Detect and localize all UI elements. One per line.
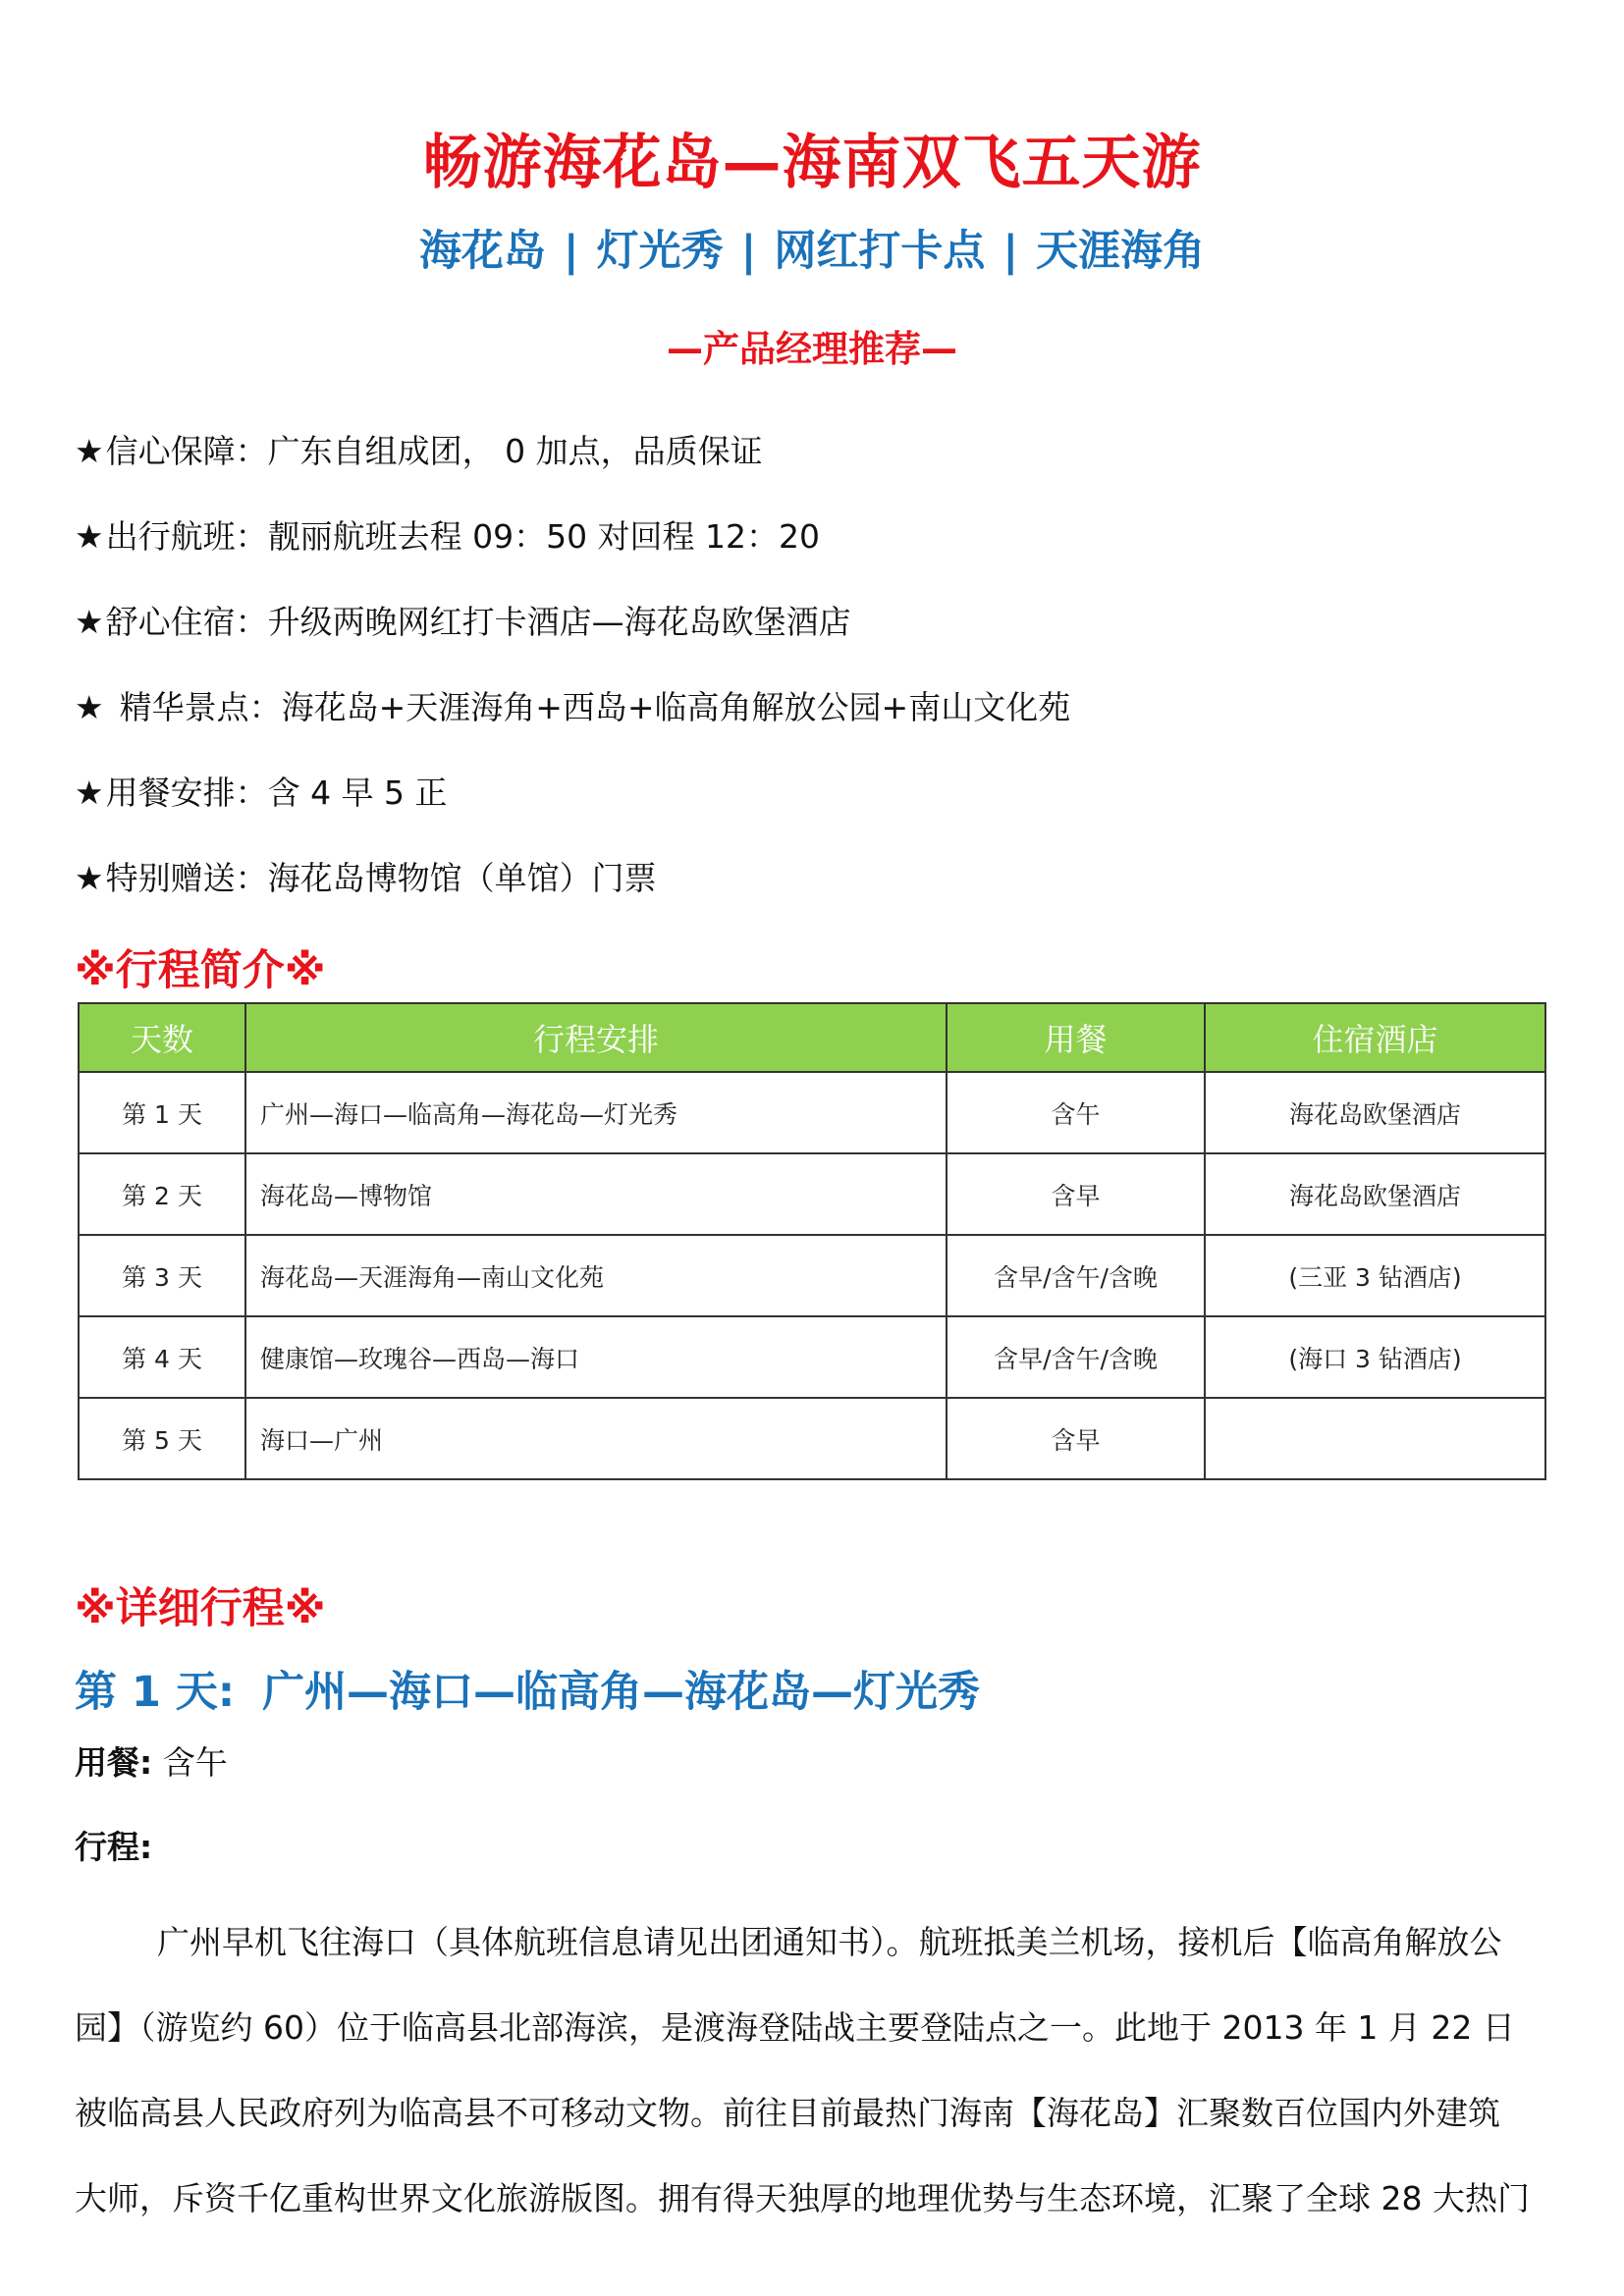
day1-title — [75, 1659, 980, 1719]
cell-day: 第 3 天 — [79, 1235, 245, 1316]
star-icon: ★ — [75, 603, 104, 641]
star-icon: ★ — [75, 517, 104, 556]
cell-day: 第 4 天 — [79, 1316, 245, 1398]
cell-meal: 含早/含午/含晚 — [947, 1316, 1205, 1398]
cell-hotel: (海口 3 钻酒店) — [1205, 1316, 1545, 1398]
feature-label: 舒心住宿： — [105, 603, 268, 641]
day1-label: 第 1 天: — [75, 1668, 236, 1717]
star-icon: ★ — [75, 688, 104, 726]
star-icon: ★ — [75, 432, 104, 470]
cell-route: 海花岛—博物馆 — [245, 1153, 947, 1235]
cell-route: 海花岛—天涯海角—南山文化苑 — [245, 1235, 947, 1316]
feature-item — [75, 849, 1547, 934]
cell-meal: 含早 — [947, 1398, 1205, 1479]
column-header-meal: 用餐 — [947, 1003, 1205, 1072]
feature-item — [75, 593, 1547, 678]
itinerary-table — [78, 1002, 1546, 1480]
feature-text: 广东自组成团， 0 加点，品质保证 — [267, 432, 763, 470]
highlight-item: 灯光秀 — [596, 227, 724, 276]
feature-item — [75, 678, 1547, 764]
paragraph-line: 被临高县人民政府列为临高县不可移动文物。前往目前最热门海南【海花岛】汇聚数百位国内外建筑 — [75, 2094, 1500, 2132]
feature-label: 精华景点： — [119, 688, 282, 726]
feature-text: 升级两晚网红打卡酒店—海花岛欧堡酒店 — [267, 603, 851, 641]
meal-label: 用餐: — [75, 1743, 153, 1782]
star-icon: ★ — [75, 774, 104, 812]
cell-hotel: 海花岛欧堡酒店 — [1205, 1072, 1545, 1153]
feature-text: 海花岛博物馆（单馆）门票 — [267, 859, 657, 897]
cell-route: 海口—广州 — [245, 1398, 947, 1479]
feature-text: 海花岛+天涯海角+西岛+临高角解放公园+南山文化苑 — [281, 688, 1071, 726]
star-icon: ★ — [75, 859, 104, 897]
table-row — [79, 1316, 1545, 1398]
day1-route: 广州—海口—临高角—海花岛—灯光秀 — [262, 1668, 981, 1717]
detail-heading: ※详细行程※ — [75, 1584, 326, 1633]
meal-value: 含午 — [162, 1743, 228, 1782]
feature-label: 出行航班： — [105, 517, 268, 556]
feature-text: 靓丽航班去程 09：50 对回程 12：20 — [267, 517, 821, 556]
separator: | — [563, 227, 579, 276]
feature-label: 用餐安排： — [105, 774, 268, 812]
day1-route-label: 行程: — [75, 1828, 153, 1866]
table-row — [79, 1235, 1545, 1316]
highlight-item: 海花岛 — [418, 227, 546, 276]
paragraph-line: 园】（游览约 60）位于临高县北部海滨，是渡海登陆战主要登陆点之一。此地于 2013 年 1 月 22 日 — [75, 2008, 1515, 2047]
table-row — [79, 1153, 1545, 1235]
highlight-item: 天涯海角 — [1036, 227, 1206, 276]
paragraph-line: 大师，斥资千亿重构世界文化旅游版图。拥有得天独厚的地理优势与生态环境，汇聚了全球 28 大热门 — [75, 2179, 1530, 2217]
cell-meal: 含早/含午/含晚 — [947, 1235, 1205, 1316]
day1-description — [75, 1899, 1547, 2241]
cell-hotel: 海花岛欧堡酒店 — [1205, 1153, 1545, 1235]
separator: | — [1002, 227, 1019, 276]
cell-day: 第 2 天 — [79, 1153, 245, 1235]
cell-meal: 含午 — [947, 1072, 1205, 1153]
page-title: 畅游海花岛—海南双飞五天游 — [422, 129, 1202, 197]
cell-day: 第 5 天 — [79, 1398, 245, 1479]
cell-route: 广州—海口—临高角—海花岛—灯光秀 — [245, 1072, 947, 1153]
separator: | — [740, 227, 757, 276]
cell-day: 第 1 天 — [79, 1072, 245, 1153]
paragraph-line: 广州早机飞往海口（具体航班信息请见出团通知书）。航班抵美兰机场，接机后【临高角解放公 — [157, 1923, 1502, 1961]
day1-meal — [75, 1737, 228, 1784]
feature-item — [75, 764, 1547, 849]
feature-item — [75, 507, 1547, 593]
column-header-day: 天数 — [79, 1003, 245, 1072]
feature-item — [75, 422, 1547, 507]
recommendation-banner: —产品经理推荐— — [667, 328, 957, 370]
feature-label: 特别赠送： — [105, 859, 268, 897]
feature-label: 信心保障： — [105, 432, 268, 470]
table-row — [79, 1398, 1545, 1479]
feature-text: 含 4 早 5 正 — [267, 774, 448, 812]
feature-list — [75, 422, 1547, 934]
cell-hotel: (三亚 3 钻酒店) — [1205, 1235, 1545, 1316]
cell-route: 健康馆—玫瑰谷—西岛—海口 — [245, 1316, 947, 1398]
cell-meal: 含早 — [947, 1153, 1205, 1235]
column-header-route: 行程安排 — [245, 1003, 947, 1072]
column-header-hotel: 住宿酒店 — [1205, 1003, 1545, 1072]
table-header-row — [79, 1003, 1545, 1072]
overview-heading: ※行程简介※ — [75, 946, 326, 995]
highlight-item: 网红打卡点 — [774, 227, 986, 276]
cell-hotel — [1205, 1398, 1545, 1479]
subtitle-highlights — [0, 218, 1624, 278]
table-row — [79, 1072, 1545, 1153]
